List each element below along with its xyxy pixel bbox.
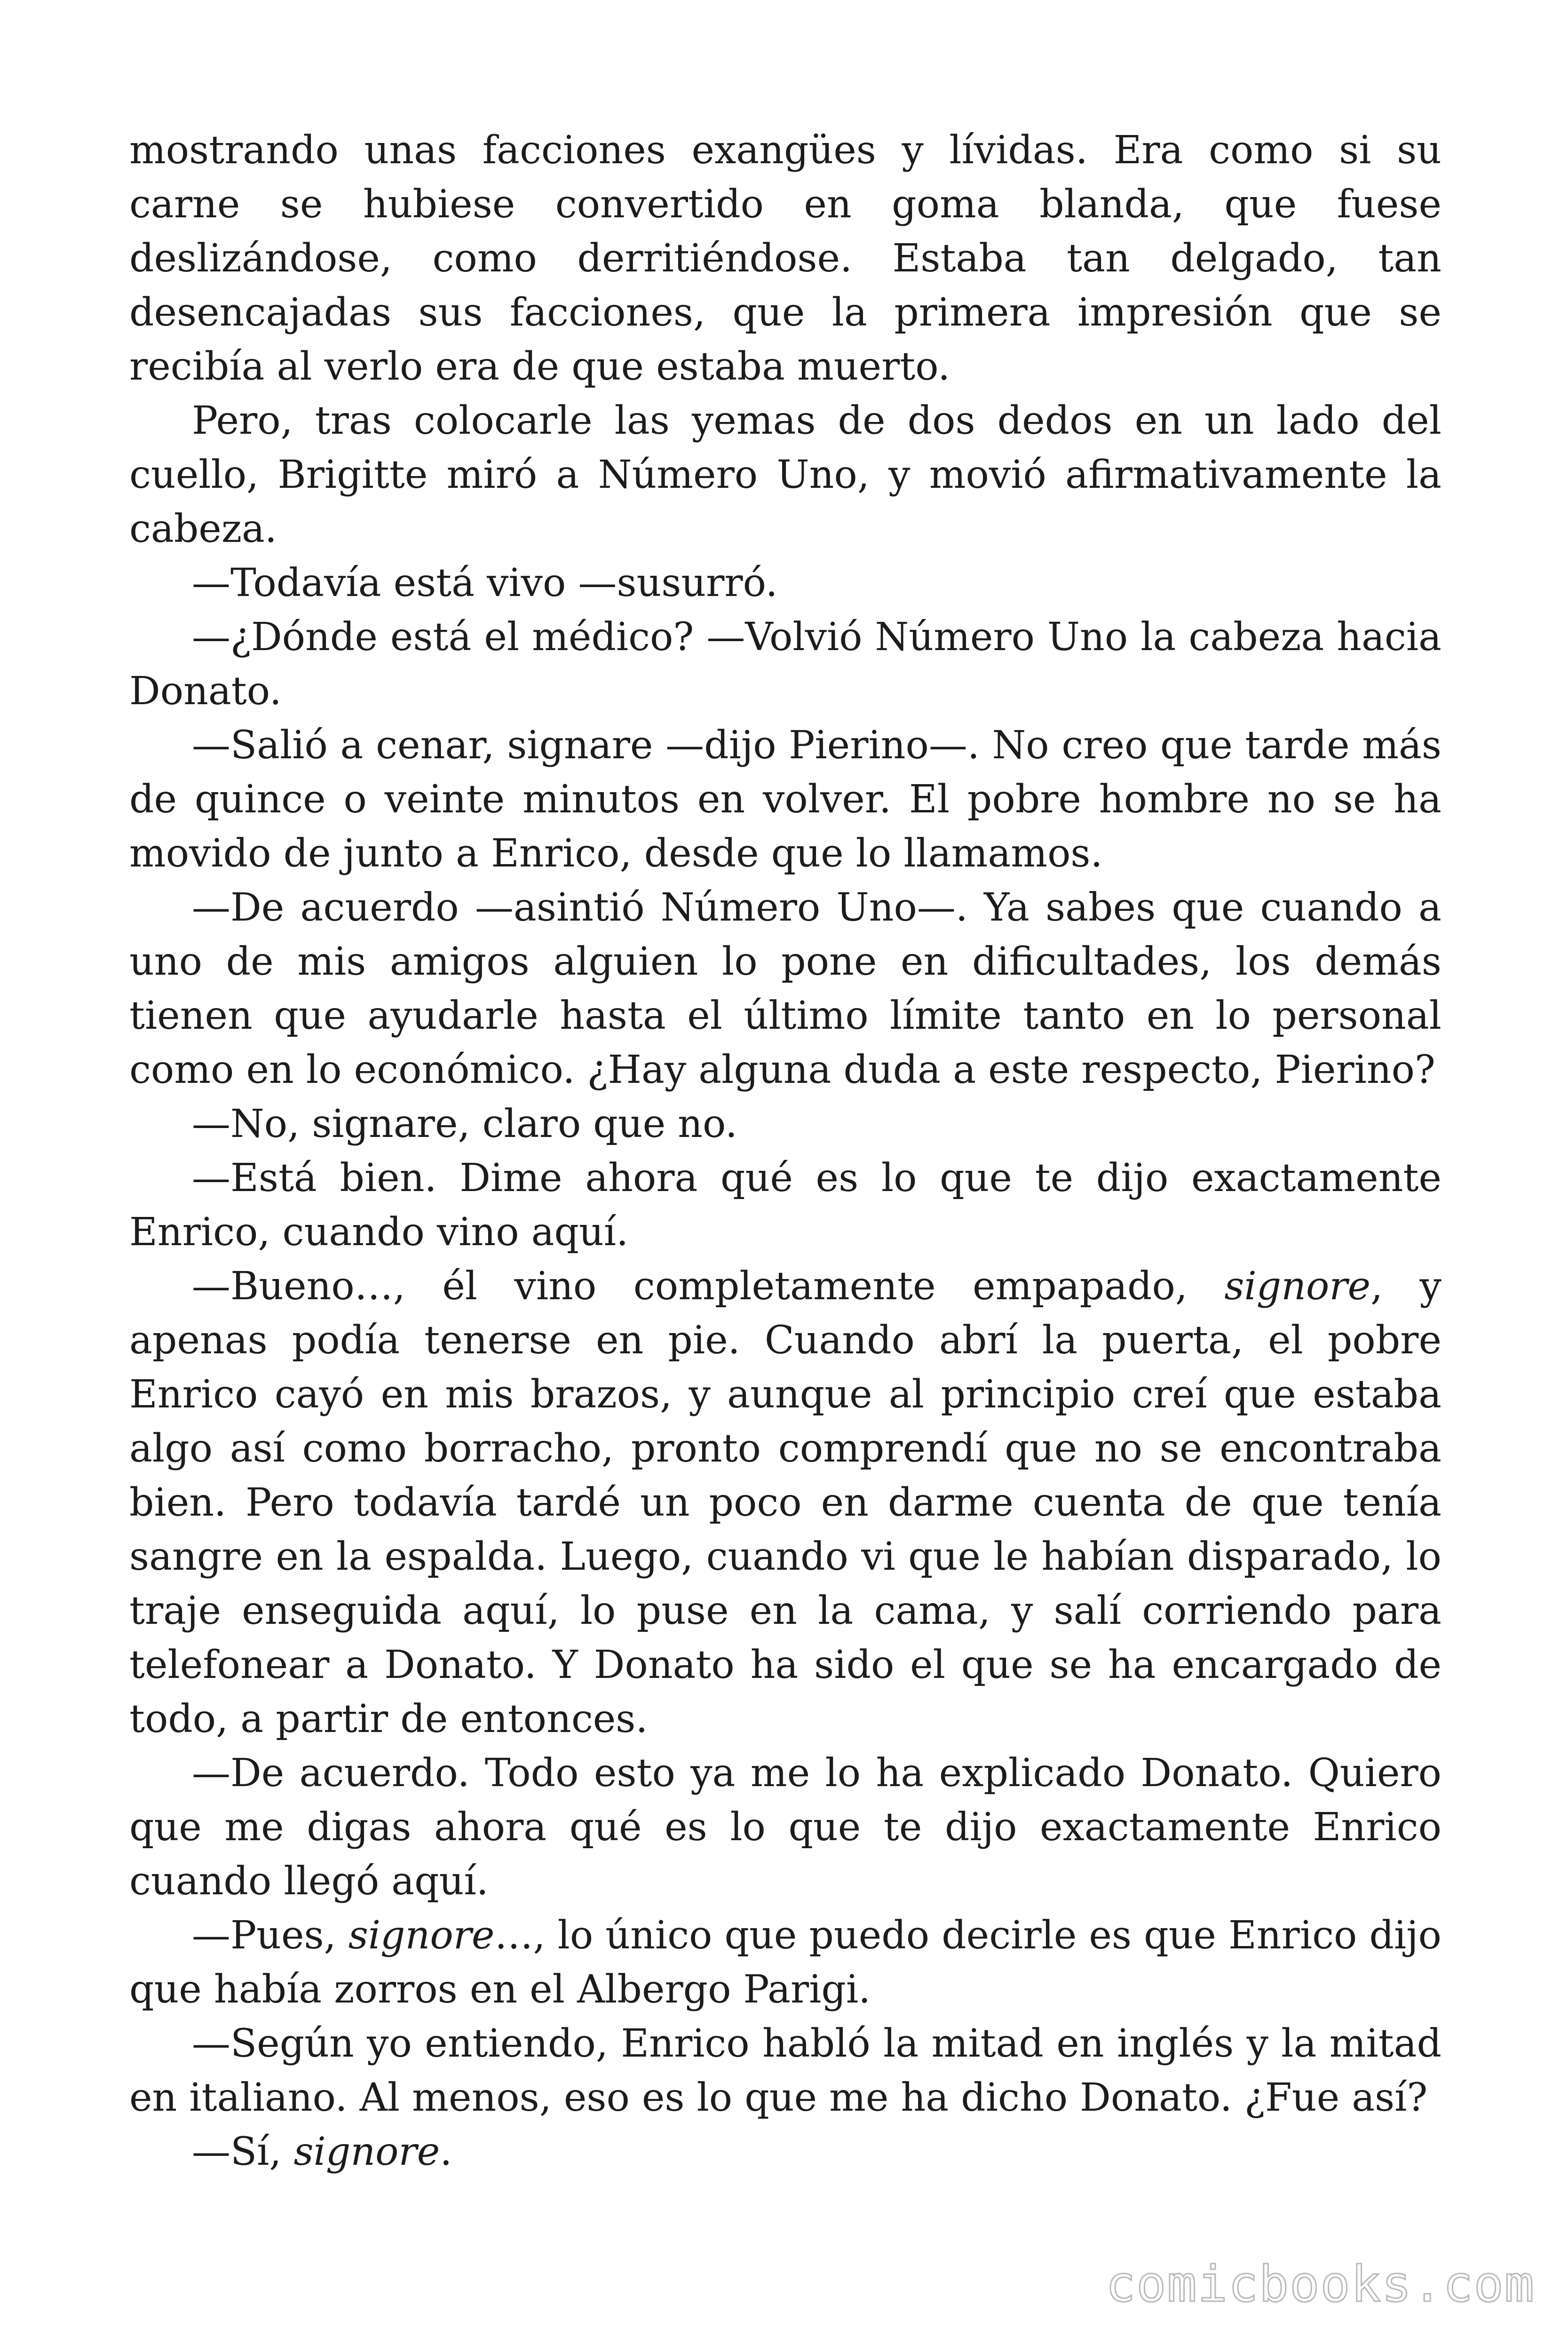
text-run: Pero, tras colocarle las yemas de dos dedos en un lado del cuello, Brigitte miró a Número Uno, y movió afirmativamente la cabeza. [129,398,1441,551]
paragraph [129,1151,1441,1259]
text-run: …, lo único que puedo decirle es que Enrico dijo que había zorros en el Albergo Parigi. [129,1913,1441,2012]
paragraph [129,718,1441,881]
text-run: —De acuerdo —asintió Número Uno—. Ya sabes que cuando a uno de mis amigos alguien lo pone en dificultades, los demás tienen que ayudarle hasta el último límite tanto en lo personal como en lo económico. ¿Hay alguna duda a este respecto, Pierino? [129,885,1441,1092]
paragraph [129,1908,1441,2017]
italic-text: signore [293,2130,440,2174]
italic-text: signore [348,1913,495,1958]
text-run: —Todavía está vivo —susurró. [192,561,778,605]
italic-text: signore [1224,1264,1371,1309]
page-body [129,123,1441,2179]
paragraph [129,556,1441,610]
paragraph [129,1097,1441,1151]
paragraph [129,1259,1441,1746]
paragraph [129,394,1441,556]
text-run: —Según yo entiendo, Enrico habló la mitad en inglés y la mitad en italiano. Al menos, eso es lo que me ha dicho Donato. ¿Fue así? [129,2021,1441,2120]
watermark: comicbooks.com [1105,2256,1535,2313]
text-run: —Bueno…, él vino completamente empapado, [192,1264,1225,1309]
paragraph [129,610,1441,718]
paragraph [129,2125,1441,2179]
text-run: —De acuerdo. Todo esto ya me lo ha explicado Donato. Quiero que me digas ahora qué es lo que te dijo exactamente Enrico cuando llegó aquí. [129,1751,1441,1904]
text-run: —¿Dónde está el médico? —Volvió Número Uno la cabeza hacia Donato. [129,615,1441,714]
paragraph [129,1746,1441,1908]
text-run: —Pues, [192,1913,348,1958]
text-run: —Sí, [192,2130,294,2174]
text-run: mostrando unas facciones exangües y lívidas. Era como si su carne se hubiese convertido en goma blanda, que fuese deslizándose, como derritiéndose. Estaba tan delgado, tan desencajadas sus facciones, que la primera impresión que se recibía al verlo era de que estaba muerto. [129,128,1441,389]
text-run: —Salió a cenar, signare —dijo Pierino—. No creo que tarde más de quince o veinte minutos en volver. El pobre hombre no se ha movido de junto a Enrico, desde que lo llamamos. [129,723,1441,876]
text-run: —No, signare, claro que no. [192,1102,737,1146]
paragraph [129,881,1441,1097]
paragraph [129,123,1441,394]
text-run: , y apenas podía tenerse en pie. Cuando abrí la puerta, el pobre Enrico cayó en mis brazos, y aunque al principio creí que estaba algo así como borracho, pronto comprendí que no se encontraba bien. Pero todavía tardé un poco en darme cuenta de que tenía sangre en la espalda. Luego, cuando vi que le habían disparado, lo traje enseguida aquí, lo puse en la cama, y salí corriendo para telefonear a Donato. Y Donato ha sido el que se ha encargado de todo, a partir de entonces. [129,1264,1441,1741]
text-run: —Está bien. Dime ahora qué es lo que te dijo exactamente Enrico, cuando vino aquí. [129,1156,1441,1255]
paragraph [129,2017,1441,2125]
text-run: . [440,2130,452,2174]
